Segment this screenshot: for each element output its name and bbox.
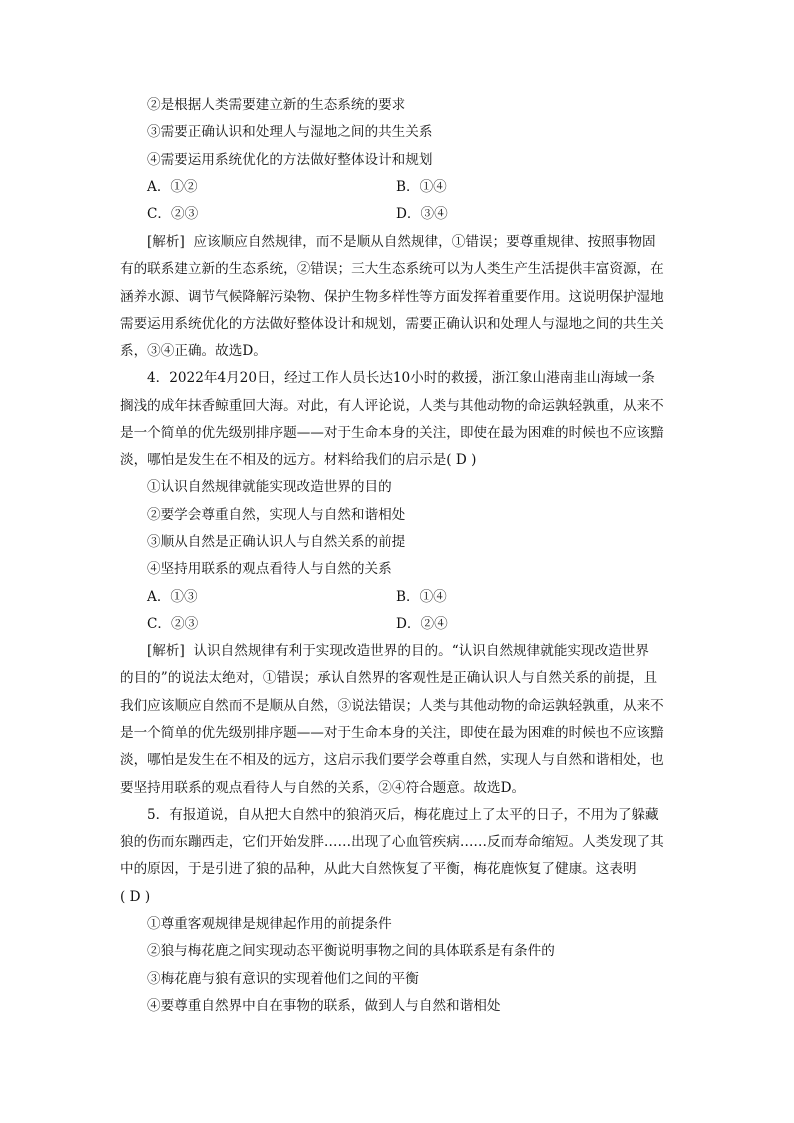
q3-analysis-line-3: 涵养水源、调节气候降解污染物、保护生物多样性等方面发挥着重要作用。这说明保护湿地	[120, 289, 664, 305]
q4-analysis-line-4: 是一个简单的优先级别排序题——对于生命本身的关注，即使在最为困难的时候也不应该黯	[120, 725, 664, 741]
q3-option-b: B．①④	[396, 179, 447, 195]
q5-stem-line-4: ( D )	[120, 889, 151, 905]
q5-item-1: ①尊重客观规律是规律起作用的前提条件	[147, 916, 392, 932]
q4-stem-line-3: 是一个简单的优先级别排序题——对于生命本身的关注，即使在最为困难的时候也不应该黯	[120, 425, 664, 441]
q3-option-c: C．②③	[147, 206, 199, 222]
q4-item-3: ③顺从自然是正确认识人与自然关系的前提	[147, 534, 406, 550]
q3-analysis-line-1	[147, 233, 656, 251]
q4-option-d: D．②④	[396, 616, 448, 632]
q4-stem-line-2: 搁浅的成年抹香鲸重回大海。对此，有人评论说，人类与其他动物的命运孰轻孰重，从来不	[120, 398, 664, 414]
q5-item-2: ②狼与梅花鹿之间实现动态平衡说明事物之间的具体联系是有条件的	[147, 943, 555, 959]
q4-analysis-line-3: 我们应该顺应自然而不是顺从自然，③说法错误；人类与其他动物的命运孰轻孰重，从来不	[120, 698, 664, 714]
q3-item-4: ④需要运用系统优化的方法做好整体设计和规划	[147, 152, 433, 168]
q3-item-2: ②是根据人类需要建立新的生态系统的要求	[147, 97, 406, 113]
analysis-text: 认识自然规律有利于实现改造世界的目的。“认识自然规律就能实现改造世界	[193, 643, 649, 659]
q5-item-4: ④要尊重自然界中自在事物的联系，做到人与自然和谐相处	[147, 998, 501, 1014]
q3-option-d: D．③④	[396, 206, 448, 222]
analysis-tag: [解析]	[147, 643, 185, 659]
q4-option-c: C．②③	[147, 616, 199, 632]
analysis-tag: [解析]	[147, 234, 185, 250]
q4-stem-line-4: 淡，哪怕是发生在不相及的远方。材料给我们的启示是( D )	[120, 452, 477, 468]
q5-stem-line-3: 中的原因，于是引进了狼的品种，从此大自然恢复了平衡，梅花鹿恢复了健康。这表明	[120, 861, 637, 877]
q3-item-3: ③需要正确认识和处理人与湿地之间的共生关系	[147, 124, 433, 140]
q4-stem-line-1: 4．2022年4月20日，经过工作人员长达10小时的救援，浙江象山港南韭山海域一条	[147, 370, 655, 386]
q4-item-2: ②要学会尊重自然，实现人与自然和谐相处	[147, 507, 406, 523]
q4-analysis-line-6: 要坚持用联系的观点看待人与自然的关系，②④符合题意。故选D。	[120, 780, 526, 796]
q4-item-4: ④坚持用联系的观点看待人与自然的关系	[147, 561, 392, 577]
q3-option-a: A．①②	[147, 179, 198, 195]
q4-analysis-line-5: 淡，哪怕是发生在不相及的远方，这启示我们要学会尊重自然，实现人与自然和谐相处，也	[120, 752, 664, 768]
q5-stem-line-2: 狼的伤而东蹦西走，它们开始发胖……出现了心血管疾病……反而寿命缩短。人类发现了其	[120, 834, 664, 850]
analysis-text: 应该顺应自然规律，而不是顺从自然规律，①错误；要尊重规律、按照事物固	[193, 234, 656, 250]
q3-analysis-line-5: 系，③④正确。故选D。	[120, 343, 267, 359]
q4-option-b: B．①④	[396, 589, 447, 605]
q3-analysis-line-2: 有的联系建立新的生态系统，②错误；三大生态系统可以为人类生产生活提供丰富资源，在	[120, 261, 664, 277]
q3-analysis-line-4: 需要运用系统优化的方法做好整体设计和规划，需要正确认识和处理人与湿地之间的共生关	[120, 316, 664, 332]
q4-analysis-line-1	[147, 642, 649, 660]
q4-option-a: A．①③	[147, 589, 198, 605]
q5-item-3: ③梅花鹿与狼有意识的实现着他们之间的平衡	[147, 971, 419, 987]
q5-stem-line-1: 5．有报道说，自从把大自然中的狼消灭后，梅花鹿过上了太平的日子，不用为了躲藏	[147, 807, 659, 823]
q4-analysis-line-2: 的目的”的说法太绝对，①错误；承认自然界的客观性是正确认识人与自然关系的前提，且	[120, 670, 658, 686]
q4-item-1: ①认识自然规律就能实现改造世界的目的	[147, 479, 392, 495]
